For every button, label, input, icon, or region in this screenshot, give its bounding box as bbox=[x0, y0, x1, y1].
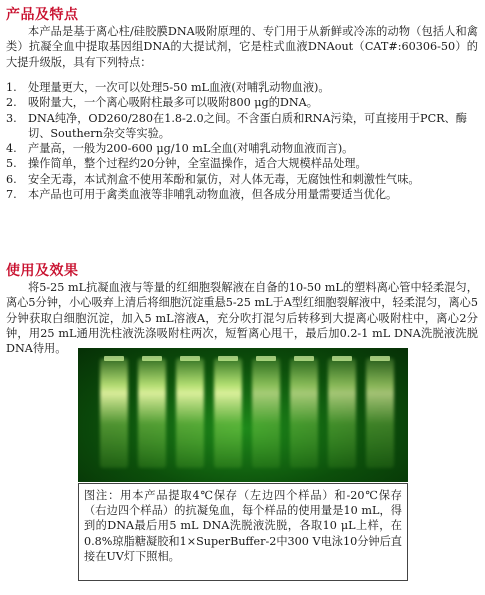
gel-lane-band bbox=[176, 358, 204, 468]
section-title-features: 产品及特点 bbox=[6, 7, 79, 23]
list-item bbox=[6, 187, 478, 202]
section-title-usage: 使用及效果 bbox=[6, 263, 79, 279]
usage-paragraph: 将5-25 mL抗凝血液与等量的红细胞裂解液在自备的10-50 mL的塑料离心管中轻柔混匀，离心5分钟，小心吸弃上清后将细胞沉淀重悬5-25 mL于A型红细胞裂解液中，轻柔混匀，离心5分钟获取白细胞沉淀，加入5 mL溶液A，充分吹打混匀后转移到大提离心吸附柱中，离心2分钟，用25 mL通用洗柱液洗涤吸附柱两次，短暂离心甩干，最后加0.2-1 mL DNA洗脱液洗脱DNA待用。 bbox=[6, 281, 478, 356]
list-item bbox=[6, 172, 478, 187]
list-item-text: 产量高，一般为200-600 μg/10 mL全血(对哺乳动物血液而言)。 bbox=[28, 142, 354, 156]
list-item bbox=[6, 80, 478, 95]
list-item-number: 1. bbox=[6, 81, 17, 94]
gel-lane-band bbox=[366, 358, 394, 468]
gel-image bbox=[78, 348, 408, 482]
feature-list bbox=[6, 80, 478, 202]
list-item bbox=[6, 156, 478, 171]
list-item-number: 6. bbox=[6, 172, 17, 186]
list-item bbox=[6, 111, 478, 142]
list-item-number: 3. bbox=[6, 111, 17, 125]
gel-lane-band bbox=[252, 358, 280, 468]
gel-lane-band bbox=[138, 358, 166, 468]
gel-figure bbox=[78, 348, 408, 578]
list-item-text: 操作简单，整个过程约20分钟，全室温操作，适合大规模样品处理。 bbox=[28, 157, 367, 171]
list-item bbox=[6, 95, 478, 110]
list-item-text: 处理量更大，一次可以处理5-50 mL血液(对哺乳动物血液)。 bbox=[28, 81, 330, 94]
gel-lane-band bbox=[328, 358, 356, 468]
list-item-text: 本产品也可用于禽类血液等非哺乳动物血液，但各成分用量需要适当优化。 bbox=[28, 188, 398, 202]
gel-lane-band bbox=[290, 358, 318, 468]
list-item-number: 7. bbox=[6, 188, 17, 202]
list-item-text: 安全无毒，本试剂盒不使用苯酚和氯仿，对人体无毒，无腐蚀性和刺激性气味。 bbox=[28, 172, 420, 186]
gel-lane-band bbox=[100, 358, 128, 468]
list-item-number: 2. bbox=[6, 96, 17, 110]
list-item-number: 5. bbox=[6, 157, 17, 171]
list-item-number: 4. bbox=[6, 142, 17, 156]
gel-lane-band bbox=[214, 358, 242, 468]
list-item-text: 吸附量大，一个离心吸附柱最多可以吸附800 μg的DNA。 bbox=[28, 96, 318, 110]
list-item-text: DNA纯净，OD260/280在1.8-2.0之间。不含蛋白质和RNA污染，可直接用于PCR、酶切、Southern杂交等实验。 bbox=[28, 111, 467, 140]
figure-caption: 图注：用本产品提取4℃保存（左边四个样品）和-20℃保存（右边四个样品）的抗凝兔血，每个样品的使用量是10 mL，得到的DNA最后用5 mL DNA洗脱液洗脱，各取10 μL上样，在0.8%琼脂糖凝胶和1×SuperBuffer-2中300 V电泳10分钟后直接在UV灯下照相。 bbox=[78, 483, 408, 581]
list-item bbox=[6, 141, 478, 156]
intro-paragraph: 本产品是基于离心柱/硅胶膜DNA吸附原理的、专门用于从新鲜或冷冻的动物（包括人和禽类）抗凝全血中提取基因组DNA的大提试剂，它是柱式血液DNAout（CAT#:60306-50）的大提升级版，具有下列特点： bbox=[6, 25, 478, 69]
